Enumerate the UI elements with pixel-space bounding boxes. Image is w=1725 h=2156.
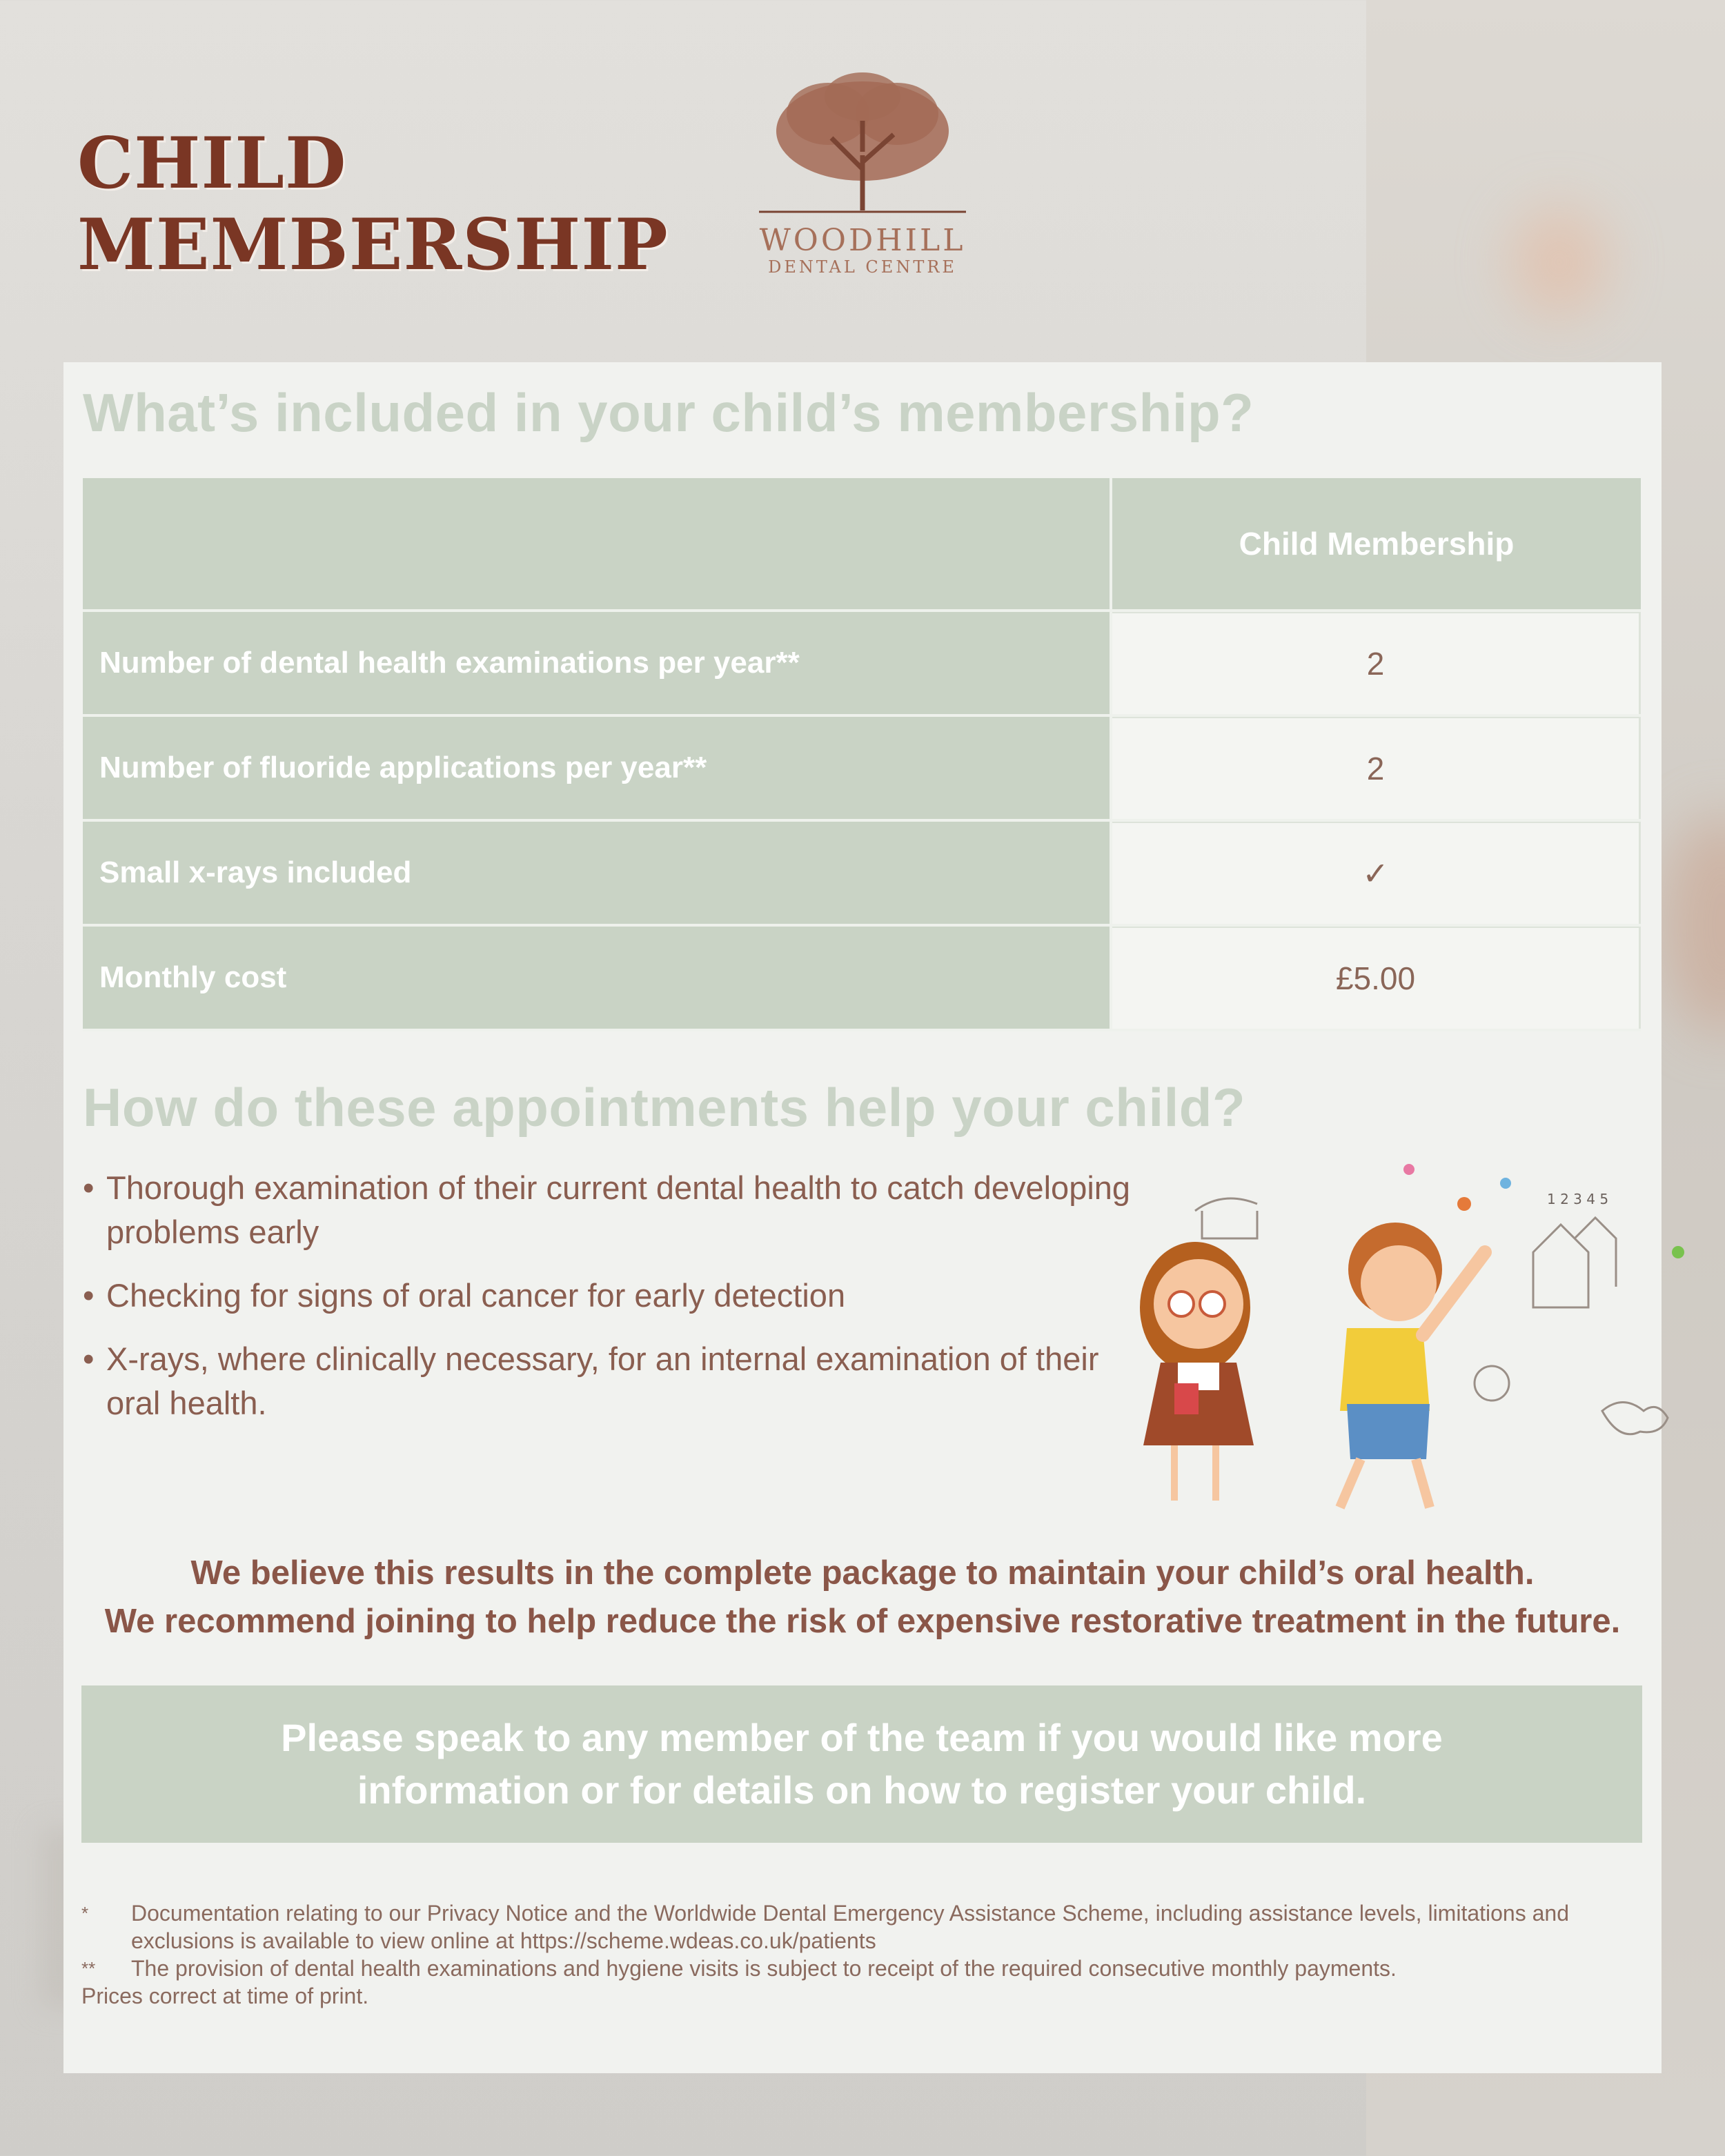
footnote-text: The provision of dental health examinations and hygiene visits is subject to receipt of the required consecutive monthly payments. xyxy=(131,1956,1397,1981)
tree-icon xyxy=(752,66,973,221)
benefits-list xyxy=(83,1166,1145,1445)
contact-banner xyxy=(81,1685,1642,1843)
row-label: Monthly cost xyxy=(83,927,1112,1029)
footnotes xyxy=(81,1899,1648,2010)
belief-line-2: We recommend joining to help reduce the risk of expensive restorative treatment in the future. xyxy=(104,1603,1621,1640)
contact-line-2: information or for details on how to register your child. xyxy=(357,1768,1367,1812)
title-line-2: MEMBERSHIP xyxy=(77,204,669,286)
belief-line-1: We believe this results in the complete package to maintain your child’s oral health. xyxy=(190,1554,1535,1592)
table-row xyxy=(83,717,1641,822)
logo-name: WOODHILL xyxy=(759,223,966,258)
list-item: • Checking for signs of oral cancer for early detection xyxy=(83,1274,1145,1318)
footnote-2 xyxy=(81,1955,1648,1982)
page-title xyxy=(77,123,669,286)
footnote-mark: * xyxy=(81,1903,89,1923)
row-value: 2 xyxy=(1112,612,1641,714)
content-card xyxy=(63,362,1662,2073)
footnote-mark: ** xyxy=(81,1958,96,1979)
membership-table xyxy=(83,478,1641,1031)
column-header-child-membership: Child Membership xyxy=(1112,478,1641,609)
footnote-text: Documentation relating to our Privacy Notice and the Worldwide Dental Emergency Assistance Scheme, including assistance levels, limitations and exclusions is available to view online at https://scheme.wdeas.co.uk/patients xyxy=(131,1901,1569,1953)
row-label: Number of fluoride applications per year** xyxy=(83,717,1112,819)
belief-statement xyxy=(63,1549,1662,1645)
row-label: Number of dental health examinations per year** xyxy=(83,612,1112,714)
svg-text:1 2 3 4 5: 1 2 3 4 5 xyxy=(1547,1191,1609,1207)
woodhill-logo xyxy=(752,66,973,286)
prices-note: Prices correct at time of print. xyxy=(81,1984,369,2008)
table-header-empty xyxy=(83,478,1112,609)
row-label: Small x-rays included xyxy=(83,822,1112,924)
checkmark-icon: ✓ xyxy=(1112,822,1641,924)
footnote-1 xyxy=(81,1899,1648,1955)
logo-subtitle: DENTAL CENTRE xyxy=(768,257,957,277)
included-heading: What’s included in your child’s membership? xyxy=(83,382,1254,443)
table-header-row xyxy=(83,478,1641,612)
children-drawing-illustration xyxy=(1119,1156,1706,1532)
list-item: • X-rays, where clinically necessary, for an internal examination of their oral health. xyxy=(83,1337,1145,1425)
row-value: 2 xyxy=(1112,717,1641,819)
row-value: £5.00 xyxy=(1112,927,1641,1029)
list-item: • Thorough examination of their current dental health to catch developing problems early xyxy=(83,1166,1145,1254)
background-blur-tree xyxy=(1511,207,1608,317)
title-line-1: CHILD xyxy=(77,122,347,205)
table-row xyxy=(83,822,1641,927)
table-row xyxy=(83,927,1641,1031)
help-heading: How do these appointments help your child? xyxy=(83,1077,1246,1138)
table-row xyxy=(83,612,1641,717)
contact-line-1: Please speak to any member of the team if you would like more xyxy=(281,1716,1443,1759)
